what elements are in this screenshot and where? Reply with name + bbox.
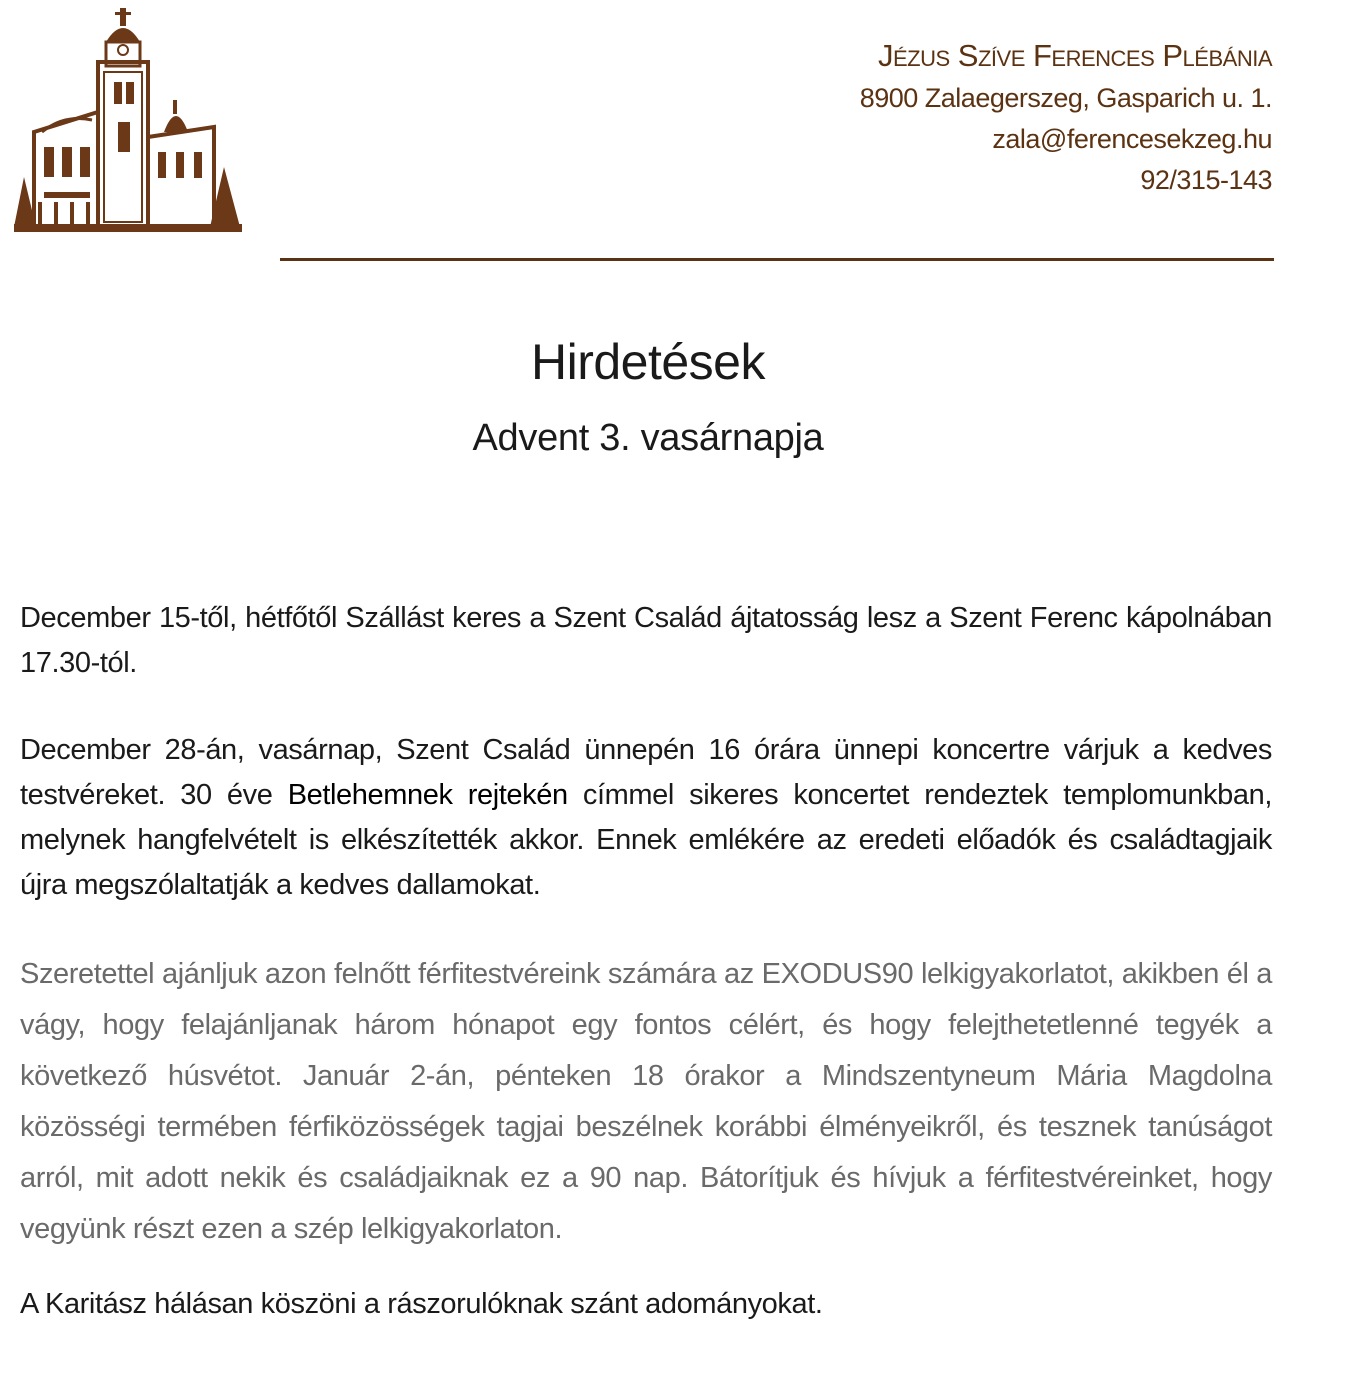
page-title: Hirdetések	[531, 334, 765, 390]
page-subtitle: Advent 3. vasárnapja	[472, 417, 824, 459]
parish-email[interactable]: zala@ferencesekzeg.hu	[992, 124, 1272, 154]
parish-phone: 92/315-143	[1140, 165, 1272, 195]
church-logo-icon	[14, 2, 244, 238]
concert-title: Betlehemnek rejtekén	[287, 779, 568, 811]
announcement-text: December 28-án, vasárnap, Szent Család ünnepén 16 órára ünnepi koncertre várjuk a kedves testvéreket. 30 éve	[20, 734, 1272, 811]
header-divider	[280, 258, 1274, 261]
announcement-paragraph: Szeretettel ajánljuk azon felnőtt férfitestvéreink számára az EXODUS90 lelkigyakorlatot, akikben él a vágy, hogy felajánljanak három hónapot egy fontos célért, és hogy felejthetetlenné tegyék a következő húsvétot. Január 2-án, pénteken 18 órakor a Mindszentyneum Mária Magdolna közösségi termében férfiközösségek tagjai beszélnek korábbi élményeikről, és tesznek tanúságot arról, mit adott nekik és családjaiknak ez a 90 nap. Bátorítjuk és hívjuk a férfitestvéreinket, hogy vegyünk részt ezen a szép lelkigyakorlaton.	[20, 958, 1272, 1245]
announcement-text: címmel sikeres koncertet rendeztek templomunkban, melynek hangfelvételt is elkészítették akkor. Ennek emlékére az eredeti előadók és családtagjaik újra megszólaltatják a kedves dallamokat.	[20, 779, 1272, 901]
announcement-paragraph: A Karitász hálásan köszöni a rászorulóknak szánt adományokat.	[20, 1288, 823, 1320]
announcement-paragraph: December 15-től, hétfőtől Szállást keres a Szent Család ájtatosság lesz a Szent Ferenc kápolnában 17.30-tól.	[20, 602, 1272, 679]
parish-header	[860, 34, 1272, 201]
parish-address: 8900 Zalaegerszeg, Gasparich u. 1.	[859, 83, 1272, 113]
announcement-paragraph	[20, 728, 1272, 908]
parish-name: Jézus Szíve Ferences Plébánia	[878, 38, 1272, 73]
